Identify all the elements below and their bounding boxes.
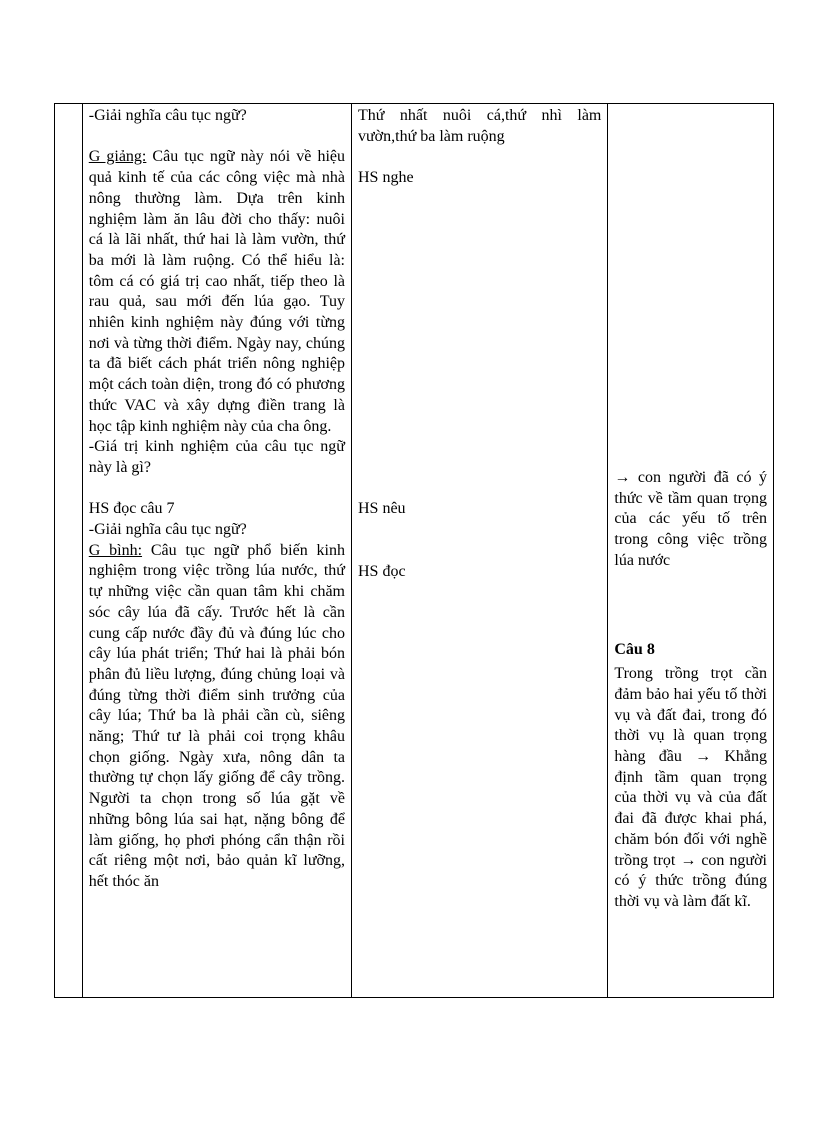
question-6-meaning: -Giải nghĩa câu tục ngữ? bbox=[88, 107, 247, 124]
teacher-explanation bbox=[89, 147, 345, 437]
student-read: HS đọc bbox=[357, 562, 406, 580]
student-listen: HS nghe bbox=[357, 169, 414, 187]
teacher-comment-text: Câu tục ngữ phổ biến kinh nghiệm trong việc trồng lúa nước, thứ tự những việc cần quan tâm khi chăm sóc cây lúa đã cấy. Trước hết là cần cung cấp nước đầy đủ và đúng lúc cho cây lúa phát triển; Thứ hai là phải bón phân đủ liều lượng, đúng chủng loại và đúng từng thời điểm sinh trưởng của cây lúa; Thứ ba là phải cần cù, siêng năng; Thứ tư là phải coi trọng khâu chọn giống. Ngày xưa, nông dân ta thường tự chọn lấy giống để cây trồng. Người ta chọn trong số lúa gặt về những bông lúa sai hạt, nặng bông để làm giống, họ phơi phóng cẩn thận rồi cất riêng một nơi, bảo quản kĩ lưỡng, hết thóc ăn bbox=[88, 541, 345, 890]
student-cell bbox=[351, 104, 607, 998]
student-answer-6: Thứ nhất nuôi cá,thứ nhì làm vườn,thứ ba làm ruộng bbox=[357, 107, 602, 145]
conclusion-7: → con người đã có ý thức về tầm quan trọng của các yếu tố trên trong công việc trồng lúa nước bbox=[614, 469, 767, 569]
table-row bbox=[55, 104, 774, 998]
teacher-explain-label: G giảng: bbox=[88, 148, 147, 166]
question-6-value: -Giá trị kinh nghiệm của câu tục ngữ này là gì? bbox=[88, 438, 345, 476]
content-8: Trong trồng trọt cần đảm bảo hai yếu tố thời vụ và đất đai, trong đó thời vụ là quan trọng hàng đầu → Khẳng định tầm quan trọng của thời vụ và của đất đai đã được khai phá, chăm bón đối với nghề trồng trọt → con người có ý thức trồng đúng thời vụ và làm đất kĩ. bbox=[614, 665, 767, 910]
teacher-comment bbox=[89, 541, 345, 893]
question-7-meaning: -Giải nghĩa câu tục ngữ? bbox=[88, 521, 247, 539]
activity-cell bbox=[82, 104, 351, 998]
notes-cell bbox=[608, 104, 774, 998]
teacher-comment-label: G bình: bbox=[88, 541, 143, 559]
lesson-table bbox=[54, 103, 774, 998]
read-proverb-7: HS đọc câu 7 bbox=[88, 500, 175, 518]
heading-8: Câu 8 bbox=[614, 640, 655, 658]
student-state: HS nêu bbox=[357, 499, 406, 517]
teacher-explain-text: Câu tục ngữ này nói về hiệu quả kinh tế của các công việc mà nhà nông thường làm. Dựa trên kinh nghiệm làm ăn lâu đời cho thấy: nuôi cá là lãi nhất, thứ hai là làm vườn, thứ ba mới là làm ruộng. Có thể hiểu là: tôm cá có giá trị cao nhất, tiếp theo là rau quả, sau mới đến lúa gạo. Tuy nhiên kinh nghiệm này đúng với từng nơi và từng thời điểm. Ngày nay, chúng ta đã biết cách phát triển nông nghiệp một cách toàn diện, trong đó có phương thức VAC và xây dựng điền trang là học tập kinh nghiệm này của cha ông. bbox=[88, 148, 345, 435]
empty-margin-cell bbox=[55, 104, 83, 998]
